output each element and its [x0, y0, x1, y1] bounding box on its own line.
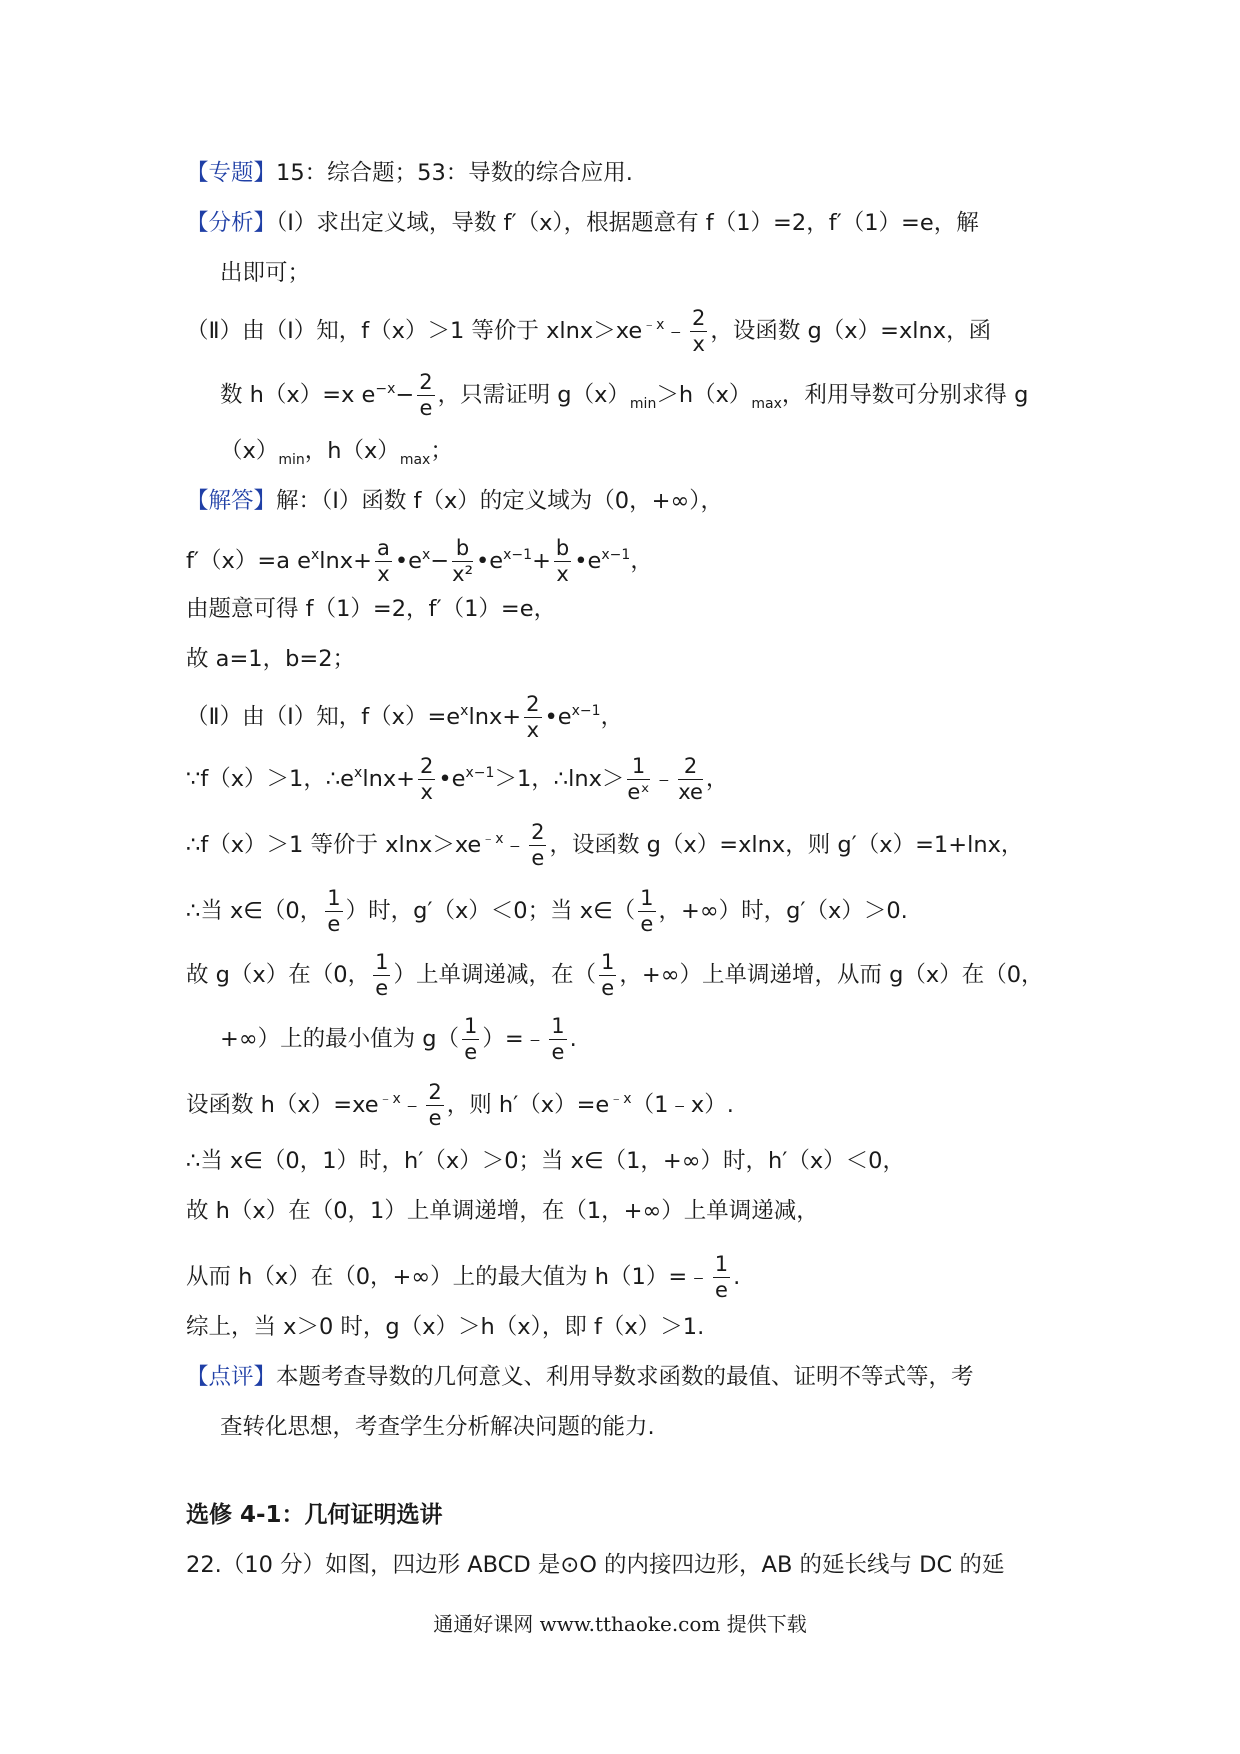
- numerator: 2: [531, 820, 545, 844]
- analysis-text-5a: （x）: [220, 438, 279, 464]
- denominator: e: [464, 1040, 478, 1064]
- fraction: [325, 888, 342, 935]
- solution-line-15: [186, 1312, 704, 1342]
- analysis-text-2: 出即可；: [220, 260, 311, 286]
- fraction: [529, 822, 546, 869]
- min-subscript: min: [629, 396, 657, 412]
- analysis-text-4b: x e: [341, 382, 376, 408]
- analysis-text-3c: ，设函数 g（x）=xlnx，函: [710, 318, 992, 344]
- fraction: [638, 888, 655, 935]
- numerator: 2: [428, 1080, 442, 1104]
- t: 故 g（x）在（0，: [186, 962, 371, 988]
- fraction: [452, 538, 473, 585]
- t: ，+∞）时，g′（x）＞0.: [658, 898, 908, 924]
- topic-text: 15：综合题；53：导数的综合应用.: [276, 160, 633, 186]
- sup: x: [460, 703, 469, 719]
- t: f′（x）=: [186, 548, 277, 574]
- fraction: [713, 1254, 730, 1301]
- denominator: e: [419, 396, 433, 420]
- solution-text-1: 解：（Ⅰ）函数 f（x）的定义域为（0，+∞），: [276, 488, 723, 514]
- t: ，: [705, 766, 729, 792]
- t: ，: [600, 704, 624, 730]
- t: （1﹣x）.: [631, 1092, 734, 1118]
- denominator: x: [692, 332, 705, 356]
- analysis-line-2: [220, 258, 310, 288]
- solution-line-13: [186, 1196, 819, 1226]
- solution-tag: 【解答】: [186, 488, 277, 514]
- topic-tag: 【专题】: [186, 160, 277, 186]
- fraction: [549, 1016, 566, 1063]
- solution-line-2: [186, 538, 653, 585]
- fraction: [462, 1016, 479, 1063]
- denominator: e: [375, 976, 389, 1000]
- analysis-line-4: [220, 372, 1028, 419]
- analysis-text-4f: ，利用导数可分别求得 g: [781, 382, 1029, 408]
- analysis-text-4e: ＞h（x）: [656, 382, 752, 408]
- numerator: b: [452, 538, 473, 562]
- sup: x: [311, 547, 320, 563]
- t: •e: [544, 704, 572, 730]
- solution-line-14: [186, 1254, 740, 1301]
- t: ，设函数 g（x）=xlnx，则 g′（x）=1+lnx，: [549, 832, 1024, 858]
- solution-line-5: [186, 694, 623, 741]
- max-subscript: max: [751, 396, 782, 412]
- analysis-text-5c: ；: [430, 438, 453, 464]
- sup: x−1: [465, 765, 495, 781]
- fraction: [627, 756, 649, 803]
- analysis-text-3b: ﹣: [664, 318, 687, 344]
- numerator: 1: [464, 1014, 478, 1038]
- t: −: [430, 548, 450, 574]
- min-subscript: min: [278, 452, 305, 468]
- t: +: [532, 548, 551, 574]
- numerator: a: [376, 536, 390, 560]
- analysis-sup-3: ﹣x: [642, 317, 665, 333]
- numerator: 2: [678, 756, 703, 780]
- analysis-text-3a: （Ⅱ）由（Ⅰ）知，f（x）＞1 等价于 xlnx＞xe: [186, 318, 643, 344]
- analysis-text-1: （Ⅰ）求出定义域，导数 f′（x），根据题意有 f（1）=2，f′（1）=e，解: [276, 210, 979, 236]
- question-text: 22.（10 分）如图，四边形 ABCD 是⊙O 的内接四边形，AB 的延长线与 DC 的延: [186, 1552, 1005, 1578]
- analysis-text-4a: 数 h（x）=: [220, 382, 342, 408]
- t: ）时，g′（x）＜0；当 x∈（: [345, 898, 636, 924]
- t: 由题意可得 f（1）=2，f′（1）=e，: [186, 596, 557, 622]
- t: •e: [394, 548, 422, 574]
- t: ＞1，∴lnx＞: [494, 766, 625, 792]
- t: ∴当 x∈（0，1）时，h′（x）＞0；当 x∈（1，+∞）时，h′（x）＜0，: [186, 1148, 905, 1174]
- numerator: 2: [526, 692, 540, 716]
- t: 从而 h（x）在（0，+∞）上的最大值为 h（1）=﹣: [186, 1264, 710, 1290]
- denominator: xe: [678, 780, 703, 804]
- solution-line-12: [186, 1146, 905, 1176]
- t: 故 a=1，b=2；: [186, 646, 356, 672]
- t: ，则 h′（x）=e: [446, 1092, 610, 1118]
- t: ﹣: [400, 1092, 424, 1118]
- fraction: [418, 756, 435, 803]
- t: .: [569, 1026, 577, 1052]
- denominator: e: [428, 1106, 442, 1130]
- sup: x: [421, 547, 431, 563]
- numerator: 2: [692, 306, 706, 330]
- numerator: 1: [551, 1014, 565, 1038]
- sup: x−1: [601, 547, 631, 563]
- t: •e: [438, 766, 466, 792]
- fraction: [554, 538, 571, 585]
- fraction: [690, 308, 707, 355]
- denominator: x: [420, 780, 433, 804]
- denominator: e: [601, 976, 615, 1000]
- analysis-text-4d: ，只需证明 g（x）: [437, 382, 630, 408]
- sup: x−1: [571, 703, 601, 719]
- solution-line-11: [186, 1082, 734, 1129]
- analysis-text-4c: −: [395, 382, 415, 408]
- sup: x−1: [503, 547, 533, 563]
- t: 故 h（x）在（0，1）上单调递增，在（1，+∞）上单调递减，: [186, 1198, 819, 1224]
- numerator: 1: [600, 950, 615, 974]
- denominator: e: [327, 912, 341, 936]
- comment-text-2: 查转化思想，考查学生分析解决问题的能力.: [220, 1414, 655, 1440]
- t: 设函数 h（x）=xe: [186, 1092, 379, 1118]
- denominator: x: [377, 562, 390, 586]
- t: ，+∞）上单调递增，从而 g（x）在（0，: [619, 962, 1044, 988]
- solution-line-3: [186, 594, 556, 624]
- t: a e: [276, 548, 311, 574]
- t: .: [733, 1264, 741, 1290]
- analysis-tag: 【分析】: [186, 210, 277, 236]
- denominator: e: [531, 846, 545, 870]
- t: 综上，当 x＞0 时，g（x）＞h（x），即 f（x）＞1.: [186, 1314, 705, 1340]
- solution-line-4: [186, 644, 355, 674]
- sup: ﹣x: [609, 1091, 632, 1107]
- t: ∴当 x∈（0，: [186, 898, 323, 924]
- denominator: e: [714, 1278, 728, 1302]
- t: lnx+: [468, 704, 522, 730]
- denominator: x: [526, 718, 540, 742]
- fraction: [678, 756, 703, 803]
- comment-line-2: [220, 1412, 655, 1442]
- comment-text-1: 本题考查导数的几何意义、利用导数求函数的最值、证明不等式等，考: [276, 1364, 974, 1390]
- sup: ﹣x: [481, 831, 504, 847]
- page-footer: 通通好课网 www.tthaoke.com 提供下载: [433, 1612, 807, 1636]
- t: lnx+: [362, 766, 416, 792]
- t: +∞）上的最小值为 g（: [220, 1026, 460, 1052]
- numerator: 2: [420, 754, 434, 778]
- question-22: [186, 1550, 1004, 1580]
- fraction: [373, 952, 390, 999]
- section-heading: [186, 1500, 443, 1530]
- numerator: 1: [714, 1252, 729, 1276]
- t: ﹣: [652, 766, 676, 792]
- t: （Ⅱ）由（Ⅰ）知，f（x）=e: [186, 704, 461, 730]
- numerator: 1: [627, 756, 649, 780]
- solution-line-1: [186, 486, 723, 516]
- t: ）=﹣: [482, 1026, 547, 1052]
- numerator: b: [555, 536, 570, 560]
- denominator: eˣ: [627, 780, 650, 804]
- denominator: e: [551, 1040, 565, 1064]
- analysis-text-5b: ，h（x）: [304, 438, 400, 464]
- t: ∵f（x）＞1，∴e: [186, 766, 355, 792]
- t: ﹣: [503, 832, 527, 858]
- t: •e: [476, 548, 504, 574]
- topic-line: [186, 158, 633, 188]
- fraction: [599, 952, 616, 999]
- fraction: [375, 538, 392, 585]
- solution-line-8: [186, 888, 908, 935]
- fraction: [524, 694, 541, 741]
- t: •e: [574, 548, 602, 574]
- numerator: 2: [419, 370, 433, 394]
- t: ∴f（x）＞1 等价于 xlnx＞xe: [186, 832, 482, 858]
- t: ，: [630, 548, 653, 574]
- solution-line-10: [220, 1016, 577, 1063]
- denominator: x²: [452, 562, 473, 586]
- denominator: x: [556, 562, 569, 586]
- analysis-sup-4: −x: [375, 381, 396, 397]
- comment-tag: 【点评】: [186, 1364, 277, 1390]
- denominator: e: [640, 912, 654, 936]
- fraction: [417, 372, 434, 419]
- numerator: 1: [375, 950, 389, 974]
- section-title: 选修 4-1：几何证明选讲: [186, 1502, 443, 1528]
- t: ）上单调递减，在（: [393, 962, 596, 988]
- numerator: 1: [640, 886, 654, 910]
- analysis-line-3: [186, 308, 991, 355]
- t: lnx+: [319, 548, 372, 574]
- analysis-line-1: [186, 208, 979, 238]
- solution-line-6: [186, 756, 728, 803]
- fraction: [426, 1082, 443, 1129]
- solution-line-9: [186, 952, 1044, 999]
- numerator: 1: [327, 886, 341, 910]
- max-subscript: max: [399, 452, 431, 468]
- solution-line-7: [186, 822, 1023, 869]
- analysis-line-5: [220, 436, 453, 475]
- sup: x: [354, 765, 363, 781]
- comment-line-1: [186, 1362, 974, 1392]
- sup: ﹣x: [378, 1091, 401, 1107]
